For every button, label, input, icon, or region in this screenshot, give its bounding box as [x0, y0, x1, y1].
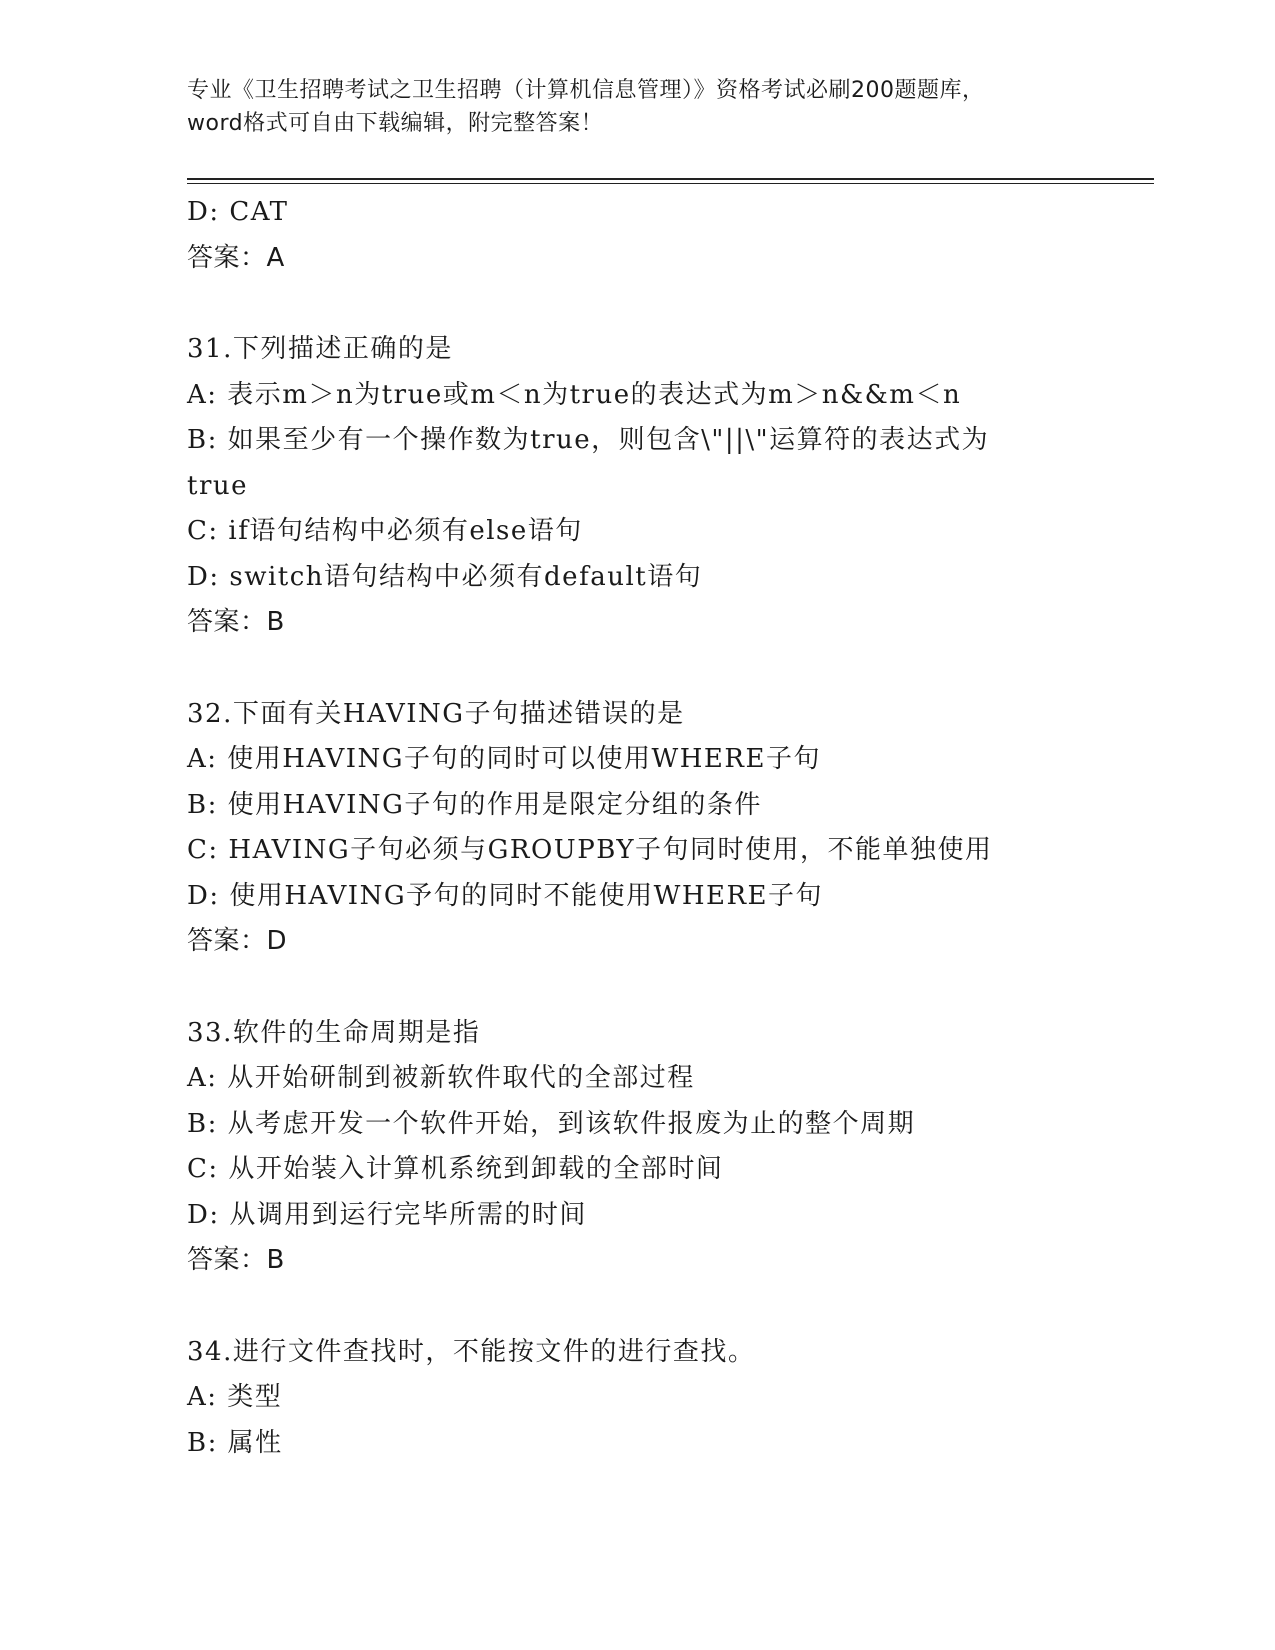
- option-b: B: 属性: [187, 1427, 283, 1458]
- option-b: B: 如果至少有一个操作数为true，则包含\"||\"运算符的表达式为: [187, 425, 990, 455]
- question-31: [187, 327, 1087, 646]
- answer-line: 答案：B: [187, 1245, 285, 1275]
- question-34: [187, 1330, 1087, 1467]
- question-32: [187, 692, 1087, 965]
- option-a: A: 表示m＞n为true或m＜n为true的表达式为m＞n&&m＜n: [187, 379, 962, 410]
- answer-line: 答案：B: [187, 607, 285, 637]
- option-a: A: 类型: [187, 1382, 283, 1412]
- option-c: C: if语句结构中必须有else语句: [187, 516, 583, 546]
- previous-question-tail: [187, 190, 1087, 281]
- header-title-line-2: word格式可自由下载编辑，附完整答案！: [187, 111, 604, 136]
- header-divider-thin: [187, 183, 1154, 184]
- header-title-line-1: 专业《卫生招聘考试之卫生招聘（计算机信息管理）》资格考试必刷200题题库，: [187, 78, 985, 103]
- question-33: [187, 1011, 1087, 1284]
- spacer: [187, 965, 1087, 1011]
- option-d: D: switch语句结构中必须有default语句: [187, 561, 703, 592]
- option-b-continued: true: [187, 470, 249, 501]
- spacer: [187, 281, 1087, 327]
- option-c: C: 从开始装入计算机系统到卸载的全部时间: [187, 1154, 724, 1184]
- option-d: D: 从调用到运行完毕所需的时间: [187, 1199, 587, 1230]
- header-divider-thick: [187, 178, 1154, 180]
- answer-line: 答案：A: [187, 242, 285, 273]
- question-stem: 32.下面有关HAVING子句描述错误的是: [187, 698, 685, 729]
- question-stem: 33.软件的生命周期是指: [187, 1017, 481, 1048]
- question-list: [187, 190, 1087, 1466]
- question-stem: 34.进行文件查找时，不能按文件的进行查找。: [187, 1336, 756, 1367]
- option-d: D: CAT: [187, 197, 289, 227]
- spacer: [187, 1284, 1087, 1330]
- spacer: [187, 646, 1087, 692]
- question-stem: 31.下列描述正确的是: [187, 334, 453, 364]
- option-d: D: 使用HAVING予句的同时不能使用WHERE子句: [187, 880, 824, 911]
- option-b: B: 使用HAVING子句的作用是限定分组的条件: [187, 789, 762, 820]
- option-c: C: HAVING子句必须与GROUPBY子句同时使用，不能单独使用: [187, 835, 993, 865]
- option-b: B: 从考虑开发一个软件开始，到该软件报废为止的整个周期: [187, 1108, 916, 1139]
- document-header: [187, 74, 1087, 140]
- answer-line: 答案：D: [187, 926, 288, 956]
- option-a: A: 从开始研制到被新软件取代的全部过程: [187, 1063, 695, 1093]
- option-a: A: 使用HAVING子句的同时可以使用WHERE子句: [187, 744, 821, 774]
